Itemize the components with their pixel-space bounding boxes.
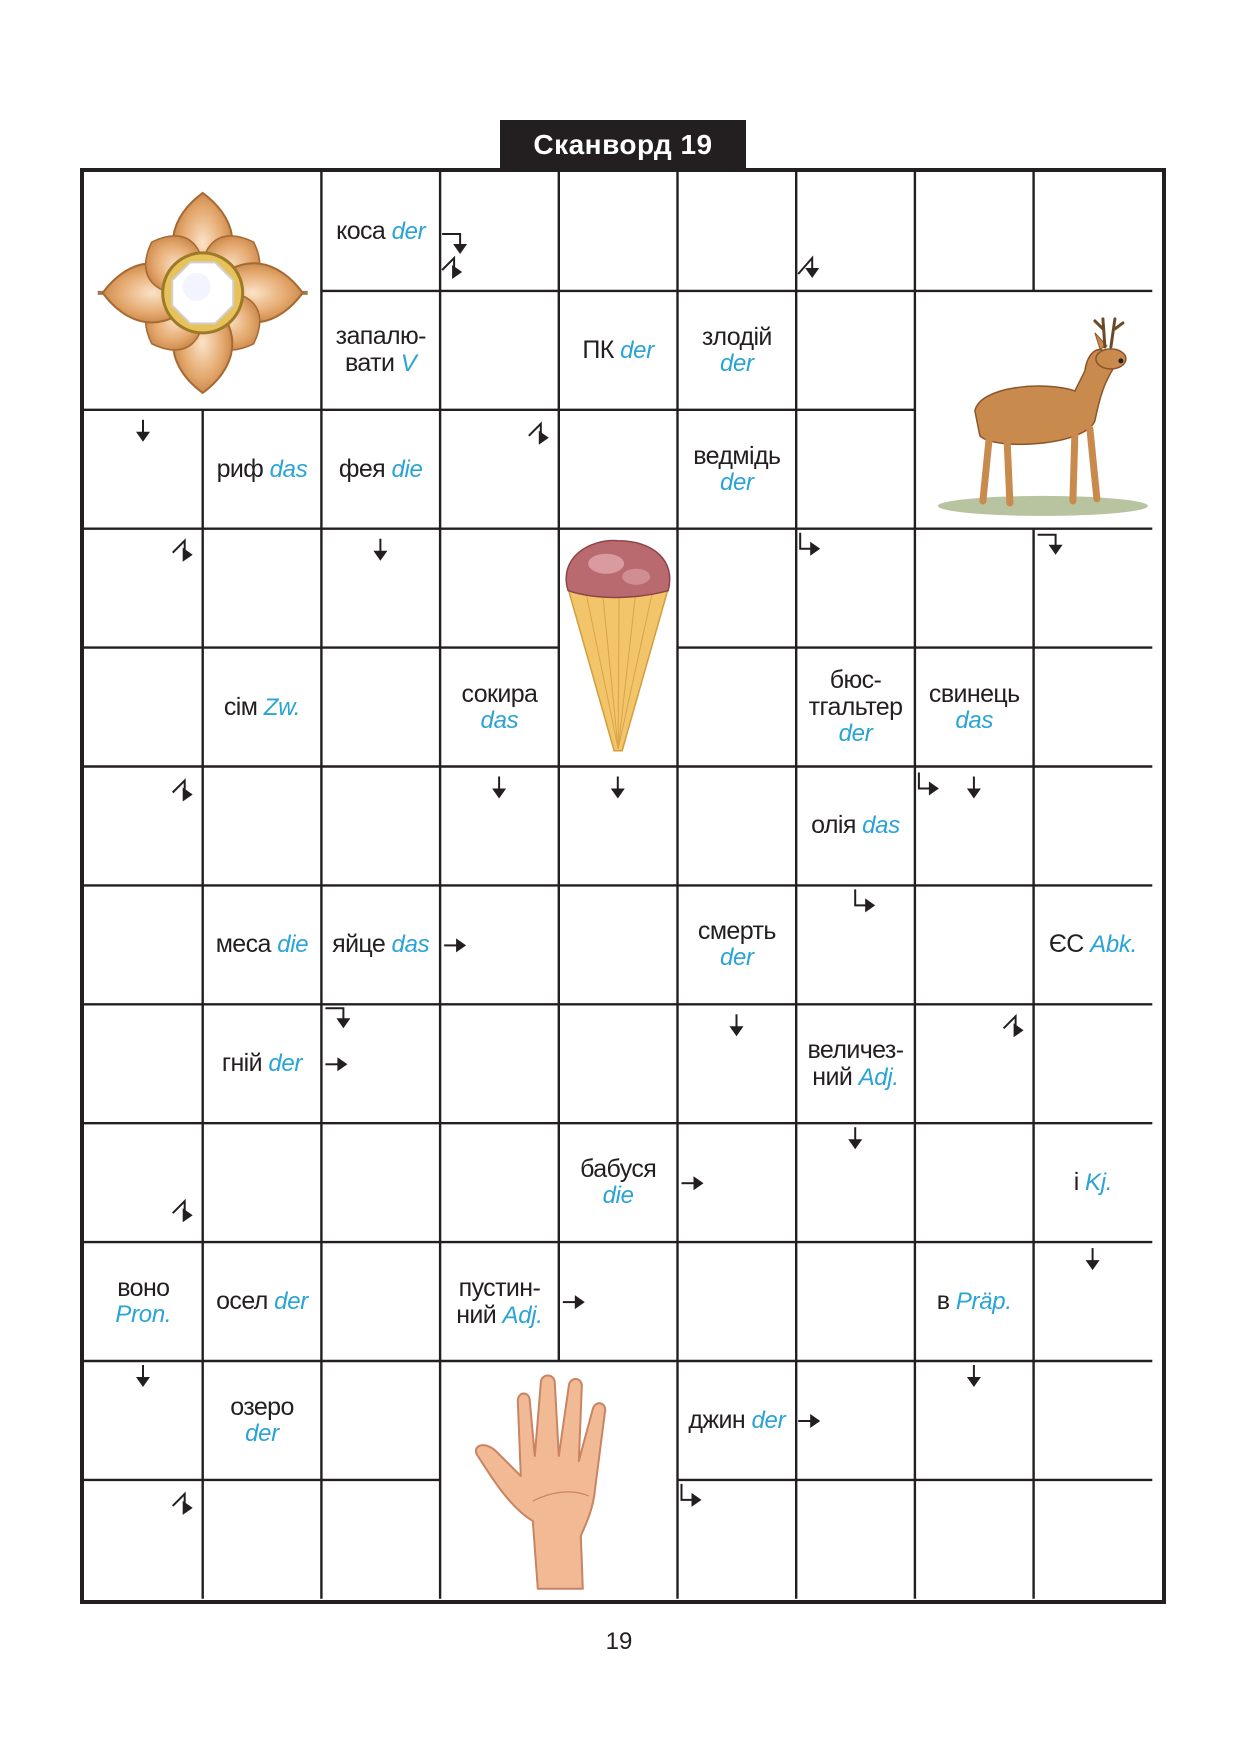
clue-cell — [678, 291, 797, 410]
grid-cell[interactable] — [1034, 1004, 1153, 1123]
clue-word: олія — [811, 811, 856, 840]
clue-tag: der — [719, 468, 754, 496]
grid-cell[interactable] — [321, 1242, 440, 1361]
clue-cell — [321, 291, 440, 410]
clue-cell — [796, 1004, 915, 1123]
clue-word: озеро — [230, 1392, 294, 1421]
grid-cell[interactable] — [203, 767, 322, 886]
clue-cell — [678, 1361, 797, 1480]
clue-word: ЄС — [1048, 930, 1084, 959]
clue-cell — [440, 648, 559, 767]
clue-word: яйце — [332, 930, 386, 959]
clue-tag: Adj. — [852, 1063, 899, 1091]
grid-cell[interactable] — [678, 529, 797, 648]
clue-tag: Adj. — [496, 1301, 543, 1329]
clue-word: осел — [216, 1287, 268, 1316]
clue-word: в — [936, 1287, 950, 1316]
grid-cell[interactable] — [84, 885, 203, 1004]
grid-cell[interactable] — [678, 767, 797, 886]
clue-word: воно — [117, 1274, 170, 1303]
grid-cell[interactable] — [678, 1242, 797, 1361]
grid-cell[interactable] — [559, 885, 678, 1004]
clue-cell — [559, 1123, 678, 1242]
grid-cell[interactable] — [796, 1480, 915, 1599]
grid-cell[interactable] — [440, 291, 559, 410]
clue-tag: der — [745, 1406, 786, 1434]
page-number: 19 — [605, 1628, 633, 1655]
clue-word: фея — [338, 454, 386, 483]
clue-word: вати — [345, 349, 395, 378]
clue-tag: der — [385, 217, 426, 245]
clue-tag: Präp. — [949, 1288, 1012, 1316]
grid-cell[interactable] — [915, 1480, 1034, 1599]
clue-tag: der — [267, 1288, 308, 1316]
grid-cell[interactable] — [321, 1361, 440, 1480]
clue-tag: der — [719, 349, 754, 377]
clue-word: пустин- — [458, 1273, 541, 1302]
clue-word: ПК — [582, 335, 614, 364]
clue-cell — [203, 648, 322, 767]
clue-tag: die — [385, 455, 423, 483]
clue-word: джин — [688, 1405, 746, 1434]
clue-cell — [678, 410, 797, 529]
grid-cell[interactable] — [203, 1123, 322, 1242]
clue-tag: Pron. — [115, 1301, 172, 1329]
clue-cell — [84, 1242, 203, 1361]
clue-tag: die — [270, 931, 309, 959]
hand-image — [476, 1376, 605, 1589]
clue-tag: das — [263, 455, 308, 483]
clue-word: злодій — [701, 322, 772, 351]
clue-cell — [796, 648, 915, 767]
clue-tag: das — [480, 706, 519, 734]
clue-tag: der — [719, 944, 754, 972]
grid-cell[interactable] — [915, 529, 1034, 648]
grid-cell[interactable] — [678, 648, 797, 767]
clue-cell — [321, 410, 440, 529]
grid-cell[interactable] — [1034, 1480, 1153, 1599]
grid-cell[interactable] — [440, 529, 559, 648]
puzzle-title: Сканворд 19 — [500, 120, 746, 170]
clue-cell — [321, 172, 440, 291]
clue-word: величез- — [807, 1035, 904, 1064]
clue-cell — [440, 1242, 559, 1361]
clue-word: риф — [216, 454, 264, 483]
grid-cell[interactable] — [1034, 767, 1153, 886]
grid-cell[interactable] — [915, 1123, 1034, 1242]
clue-word: коса — [336, 216, 386, 245]
clue-cell — [203, 1242, 322, 1361]
clue-word: бабуся — [580, 1155, 657, 1184]
grid-cell[interactable] — [1034, 648, 1153, 767]
grid-cell[interactable] — [678, 172, 797, 291]
grid-cell[interactable] — [915, 885, 1034, 1004]
clue-word: запалю- — [335, 322, 426, 351]
grid-cell[interactable] — [559, 1004, 678, 1123]
grid-cell[interactable] — [321, 648, 440, 767]
clue-word: ний — [812, 1062, 853, 1091]
clue-tag: das — [955, 706, 994, 734]
clue-cell — [203, 1361, 322, 1480]
grid-cell[interactable] — [1034, 172, 1153, 291]
clue-tag: Kj. — [1078, 1169, 1113, 1197]
grid-cell[interactable] — [84, 648, 203, 767]
grid-cell[interactable] — [203, 1480, 322, 1599]
grid-cell[interactable] — [796, 410, 915, 529]
clue-word: сім — [223, 692, 258, 721]
grid-cell[interactable] — [321, 1480, 440, 1599]
grid-cell[interactable] — [84, 1004, 203, 1123]
clue-tag: der — [838, 720, 873, 748]
grid-cell[interactable] — [321, 767, 440, 886]
clue-tag: der — [245, 1419, 279, 1447]
grid-cell[interactable] — [84, 1123, 203, 1242]
clue-cell — [915, 648, 1034, 767]
clue-word: свинець — [928, 679, 1020, 708]
grid-cell[interactable] — [321, 1123, 440, 1242]
clue-word: смерть — [697, 917, 776, 946]
clue-cell — [321, 885, 440, 1004]
clue-tag: V — [394, 350, 417, 378]
grid-cell[interactable] — [559, 172, 678, 291]
clue-cell — [203, 410, 322, 529]
clue-word: гній — [221, 1049, 262, 1078]
clue-cell — [1034, 885, 1153, 1004]
clue-cell — [915, 1242, 1034, 1361]
clue-tag: der — [261, 1050, 303, 1078]
grid-cell[interactable] — [440, 1123, 559, 1242]
clue-cell — [203, 885, 322, 1004]
clue-cell — [796, 767, 915, 886]
clue-cell — [559, 291, 678, 410]
clue-cell — [1034, 1123, 1153, 1242]
clue-tag: das — [385, 931, 430, 959]
grid-cell[interactable] — [915, 172, 1034, 291]
clue-word: ведмідь — [693, 441, 781, 470]
grid-cell[interactable] — [796, 291, 915, 410]
clue-word: і — [1073, 1168, 1079, 1197]
grid-cell[interactable] — [796, 1242, 915, 1361]
grid-cell[interactable] — [1034, 1361, 1153, 1480]
clue-word: тгальтер — [808, 693, 903, 722]
grid-cell[interactable] — [440, 1004, 559, 1123]
clue-tag: der — [613, 336, 654, 364]
clue-word: меса — [215, 930, 271, 959]
roe-deer-image — [938, 319, 1148, 516]
clue-tag: Zw. — [257, 693, 301, 721]
grid-cell[interactable] — [559, 410, 678, 529]
clue-word: ний — [456, 1300, 497, 1329]
clue-tag: Abk. — [1083, 931, 1137, 959]
clue-cell — [203, 1004, 322, 1123]
clue-cell — [678, 885, 797, 1004]
clue-word: сокира — [461, 679, 538, 708]
clue-tag: die — [602, 1182, 634, 1210]
grid-cell[interactable] — [203, 529, 322, 648]
ice-cream-image — [566, 541, 670, 751]
clue-tag: das — [855, 812, 900, 840]
brooch-image — [98, 193, 308, 393]
clue-word: бюс- — [829, 666, 882, 695]
